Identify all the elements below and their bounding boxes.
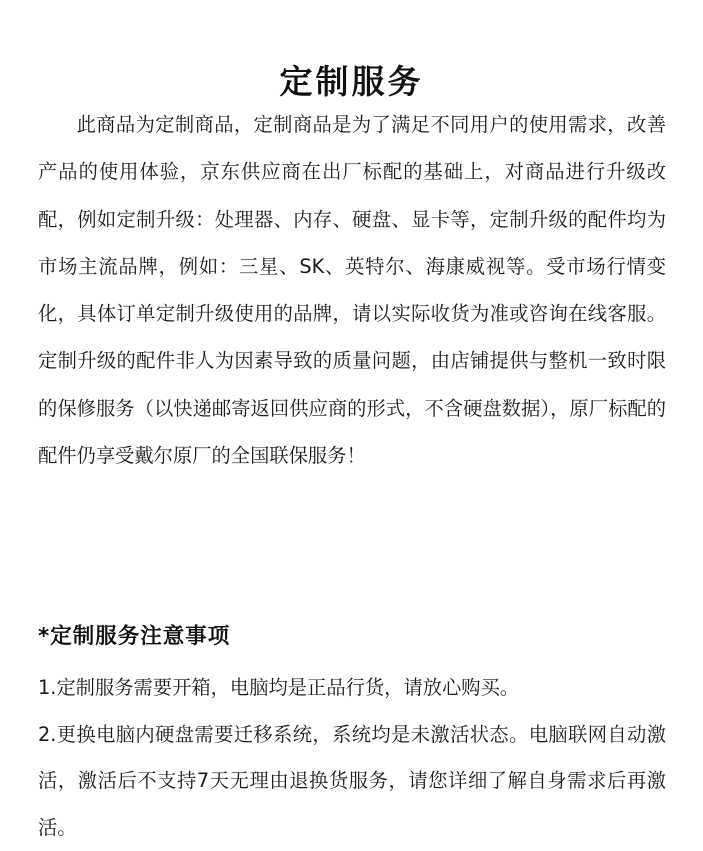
notice-item-unboxing: 1.定制服务需要开箱，电脑均是正品行货，请放心购买。	[38, 665, 666, 712]
intro-paragraph: 此商品为定制商品，定制商品是为了满足不同用户的使用需求，改善产品的使用体验，京东供应商在出厂标配的基础上，对商品进行升级改配，例如定制升级：处理器、内存、硬盘、显卡等，定制升级的配件均为市场主流品牌，例如：三星、SK、英特尔、海康威视等。受市场行情变化，具体订单定制升级使用的品牌，请以实际收货为准或咨询在线客服。定制升级的配件非人为因素导致的质量问题，由店铺提供与整机一致时限的保修服务（以快递邮寄返回供应商的形式，不含硬盘数据），原厂标配的配件仍享受戴尔原厂的全国联保服务！	[38, 101, 666, 479]
notice-list	[38, 665, 666, 851]
page-title: 定制服务	[0, 60, 703, 104]
notice-heading: *定制服务注意事项	[38, 615, 230, 659]
notice-item-activation: 2.更换电脑内硬盘需要迁移系统，系统均是未激活状态。电脑联网自动激活，激活后不支持7天无理由退换货服务，请您详细了解自身需求后再激活。	[38, 712, 666, 851]
